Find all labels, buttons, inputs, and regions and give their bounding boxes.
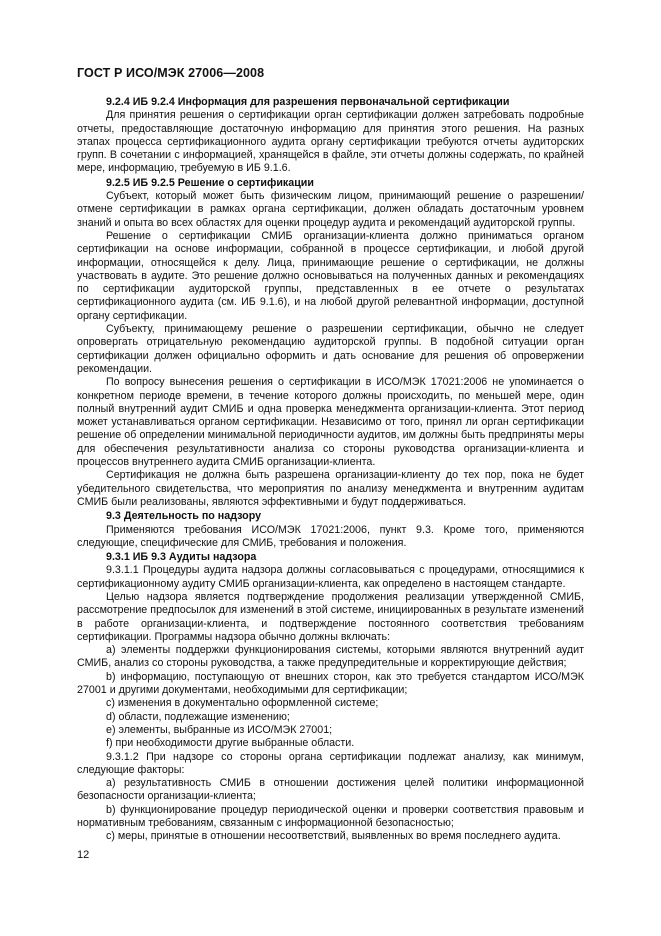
section-heading-9-2-4: 9.2.4 ИБ 9.2.4 Информация для разрешения первоначальной сертификации <box>106 96 510 108</box>
list-item: е) элементы, выбранные из ИСО/МЭК 27001; <box>106 723 333 736</box>
paragraph: Решение о сертификации СМИБ организации-клиента должно приниматься органом сертификации на основе информации, собранной в процессе сертификации, и любой другой информации, относящейся к делу. Лица, принимающие решение о сертификации, не должны участвовать в аудите. Это решение должно основываться на полученных данных и рекомендациях по сертификации аудиторской группы, представленных в ее отчете о результатах сертификационного аудита (см. ИБ 9.1.6), и на любой другой релевантной информации, доступной органу сертификации. <box>77 229 584 322</box>
list-item: f) при необходимости другие выбранные области. <box>106 737 355 750</box>
paragraph: Применяются требования ИСО/МЭК 17021:2006, пункт 9.3. Кроме того, применяются следующие, специфические для СМИБ, требования и положения. <box>77 523 584 549</box>
list-item: а) элементы поддержки функционирования системы, которыми являются внутренний аудит СМИБ, анализ со стороны руководства, а также предупредительные и корректирующие действия; <box>77 644 584 670</box>
page-number: 12 <box>77 849 90 861</box>
section-heading-9-2-5: 9.2.5 ИБ 9.2.5 Решение о сертификации <box>106 176 314 189</box>
list-item: d) области, подлежащие изменению; <box>106 710 290 723</box>
document-header: ГОСТ Р ИСО/МЭК 27006—2008 <box>77 66 265 80</box>
paragraph: Сертификация не должна быть разрешена организации-клиенту до тех пор, пока не будет убедительного свидетельства, что мероприятия по анализу менеджмента и внутренним аудитам СМИБ были реализованы, являются эффективными и будут поддерживаться. <box>77 469 584 508</box>
paragraph: 9.3.1.1 Процедуры аудита надзора должны согласовываться с процедурами, относящимися к сертификационному аудиту СМИБ организации-клиента, как определено в настоящем стандарте. <box>77 564 584 590</box>
document-body <box>77 96 584 844</box>
list-item: b) информацию, поступающую от внешних сторон, как это требуется стандартом ИСО/МЭК 27001 и другими документами, необходимыми для сертификации; <box>77 670 584 697</box>
paragraph: 9.3.1.2 При надзоре со стороны органа сертификации подлежат анализу, как минимум, следующие факторы: <box>77 750 584 776</box>
list-item: c) меры, принятые в отношении несоответствий, выявленных во время последнего аудита. <box>106 830 561 843</box>
paragraph: Субъекту, принимающему решение о разрешении сертификации, обычно не следует опровергать отрицательную рекомендацию аудиторской группы. В подобной ситуации орган сертификации должен официально оформить и дать основание для решения об опровержении рекомендации. <box>77 323 584 375</box>
paragraph: Целью надзора является подтверждение продолжения реализации утвержденной СМИБ, рассмотрение предпосылок для изменений в этой системе, инициированных в результате изменений в работе организации-клиента, и подтверждение постоянного соответствия требованиям сертификации. Программы надзора обычно должны включать: <box>77 590 584 643</box>
paragraph: Субъект, который может быть физическим лицом, принимающий решение о разрешении/отмене сертификации в рамках органа сертификации, должен обладать достаточным уровнем знаний и опыта во всех областях для оценки процедур аудита и рекомендаций аудиторской группы. <box>77 190 584 229</box>
section-heading-9-3: 9.3 Деятельность по надзору <box>106 510 262 523</box>
paragraph: По вопросу вынесения решения о сертификации в ИСО/МЭК 17021:2006 не упоминается о конкретном периоде времени, в течение которого должны происходить, по меньшей мере, один полный внутренний аудит СМИБ и одна проверка менеджмента организации-клиента. Этот период может устанавливаться органом сертификации. Независимо от того, принял ли орган сертификации решение об определении минимальной периодичности аудитов, им должны быть предприняты меры для обеспечения результативности анализа со стороны руководства организации-клиента и процессов внутреннего аудита СМИБ организации-клиента. <box>77 376 584 469</box>
section-heading-9-3-1: 9.3.1 ИБ 9.3 Аудиты надзора <box>106 551 257 564</box>
list-item: а) результативность СМИБ в отношении достижения целей политики информационной безопасности организации-клиента; <box>77 777 584 803</box>
list-item: b) функционирование процедур периодической оценки и проверки соответствия правовым и нормативным требованиям, связанным с информационной безопасностью; <box>77 803 584 830</box>
list-item: c) изменения в документально оформленной системе; <box>106 697 379 710</box>
paragraph: Для принятия решения о сертификации орган сертификации должен затребовать подробные отчеты, предоставляющие достаточную информацию для принятия этого решения. На разных этапах процесса сертификационного аудита органу сертификации требуются отчеты аудиторских групп. В сочетании с информацией, хранящейся в файле, эти отчеты должны содержать, по крайней мере, информацию, требуемую в ИБ 9.1.6. <box>77 109 584 175</box>
